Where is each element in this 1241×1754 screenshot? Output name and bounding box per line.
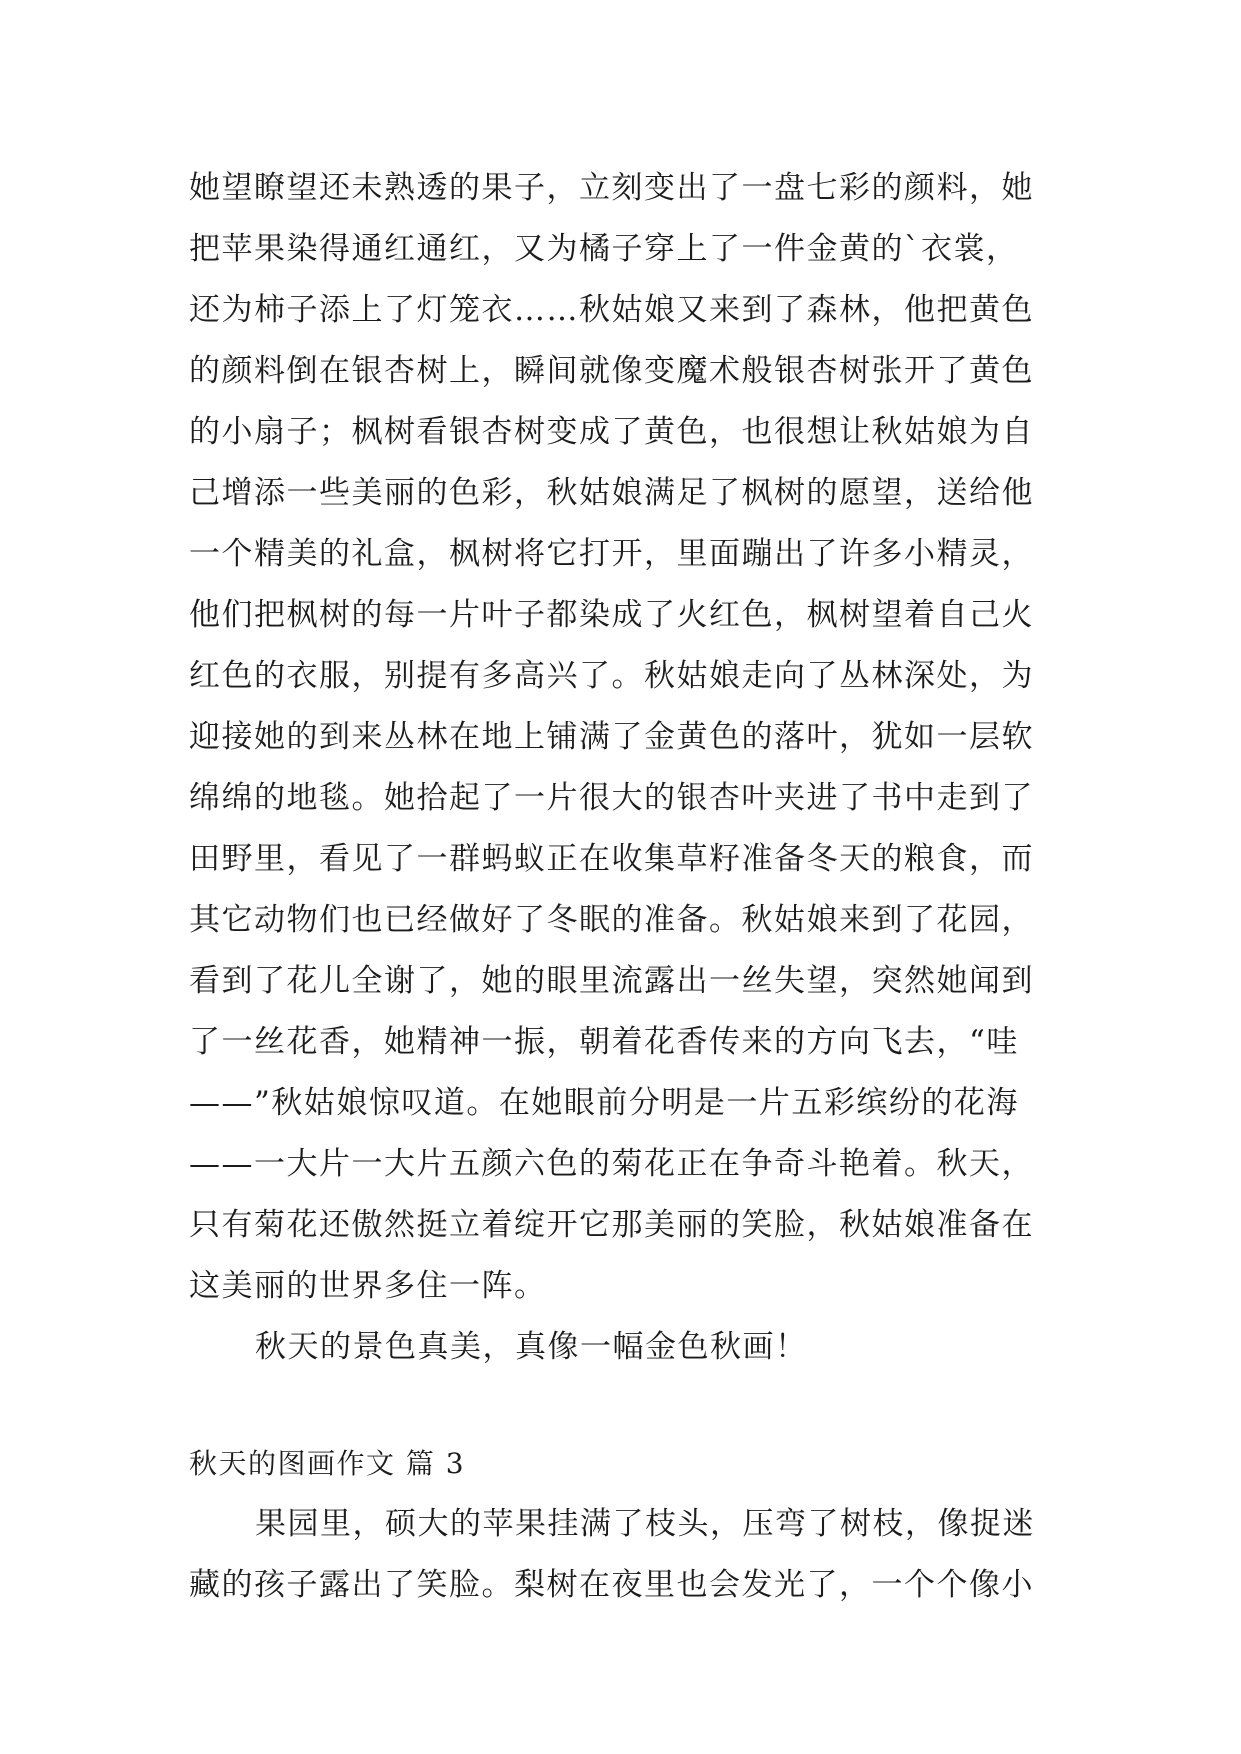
paragraph-line: ——”秋姑娘惊叹道。在她眼前分明是一片五彩缤纷的花海 (189, 1085, 1019, 1121)
section-heading: 秋天的图画作文 篇 3 (189, 1447, 466, 1480)
paragraph-line: 秋天的景色真美，真像一幅金色秋画！ (255, 1329, 808, 1365)
paragraph-line: 只有菊花还傲然挺立着绽开它那美丽的笑脸，秋姑娘准备在 (189, 1207, 1034, 1243)
paragraph-line: 田野里，看见了一群蚂蚁正在收集草籽准备冬天的粮食，而 (189, 841, 1034, 877)
story-paragraph (189, 158, 1069, 1317)
paragraph-line: 他们把枫树的每一片叶子都染成了火红色，枫树望着自己火 (189, 597, 1034, 633)
closing-paragraph (189, 1317, 1069, 1378)
paragraph-line: 看到了花儿全谢了，她的眼里流露出一丝失望，突然她闻到 (189, 963, 1034, 999)
paragraph-line: 的颜料倒在银杏树上，瞬间就像变魔术般银杏树张开了黄色 (189, 353, 1034, 389)
paragraph-line: 绵绵的地毯。她拾起了一片很大的银杏叶夹进了书中走到了 (189, 780, 1034, 816)
paragraph-line: 其它动物们也已经做好了冬眠的准备。秋姑娘来到了花园， (189, 902, 1034, 938)
section-spacer (189, 1378, 1069, 1433)
paragraph-line: 这美丽的世界多住一阵。 (189, 1268, 547, 1304)
paragraph-line: 藏的孩子露出了笑脸。梨树在夜里也会发光了，一个个像小 (189, 1567, 1034, 1603)
paragraph-line: 还为柿子添上了灯笼衣……秋姑娘又来到了森林，他把黄色 (189, 292, 1034, 328)
paragraph-line: 她望瞭望还未熟透的果子，立刻变出了一盘七彩的颜料，她 (189, 170, 1034, 206)
paragraph-line: 把苹果染得通红通红，又为橘子穿上了一件金黄的`衣裳， (189, 231, 1019, 267)
paragraph-line: 的小扇子；枫树看银杏树变成了黄色，也很想让秋姑娘为自 (189, 414, 1034, 450)
paragraph-line: 果园里，硕大的苹果挂满了枝头，压弯了树枝，像捉迷 (255, 1506, 1035, 1542)
paragraph-line: 红色的衣服，别提有多高兴了。秋姑娘走向了丛林深处，为 (189, 658, 1034, 694)
section-paragraph (189, 1494, 1069, 1616)
paragraph-line: 己增添一些美丽的色彩，秋姑娘满足了枫树的愿望，送给他 (189, 475, 1034, 511)
paragraph-line: 了一丝花香，她精神一振，朝着花香传来的方向飞去，“哇 (189, 1024, 1019, 1060)
paragraph-line: 一个精美的礼盒，枫树将它打开，里面蹦出了许多小精灵， (189, 536, 1034, 572)
document-body (189, 158, 1069, 1616)
paragraph-line: 迎接她的到来丛林在地上铺满了金黄色的落叶，犹如一层软 (189, 719, 1034, 755)
paragraph-line: ——一大片一大片五颜六色的菊花正在争奇斗艳着。秋天， (189, 1146, 1034, 1182)
